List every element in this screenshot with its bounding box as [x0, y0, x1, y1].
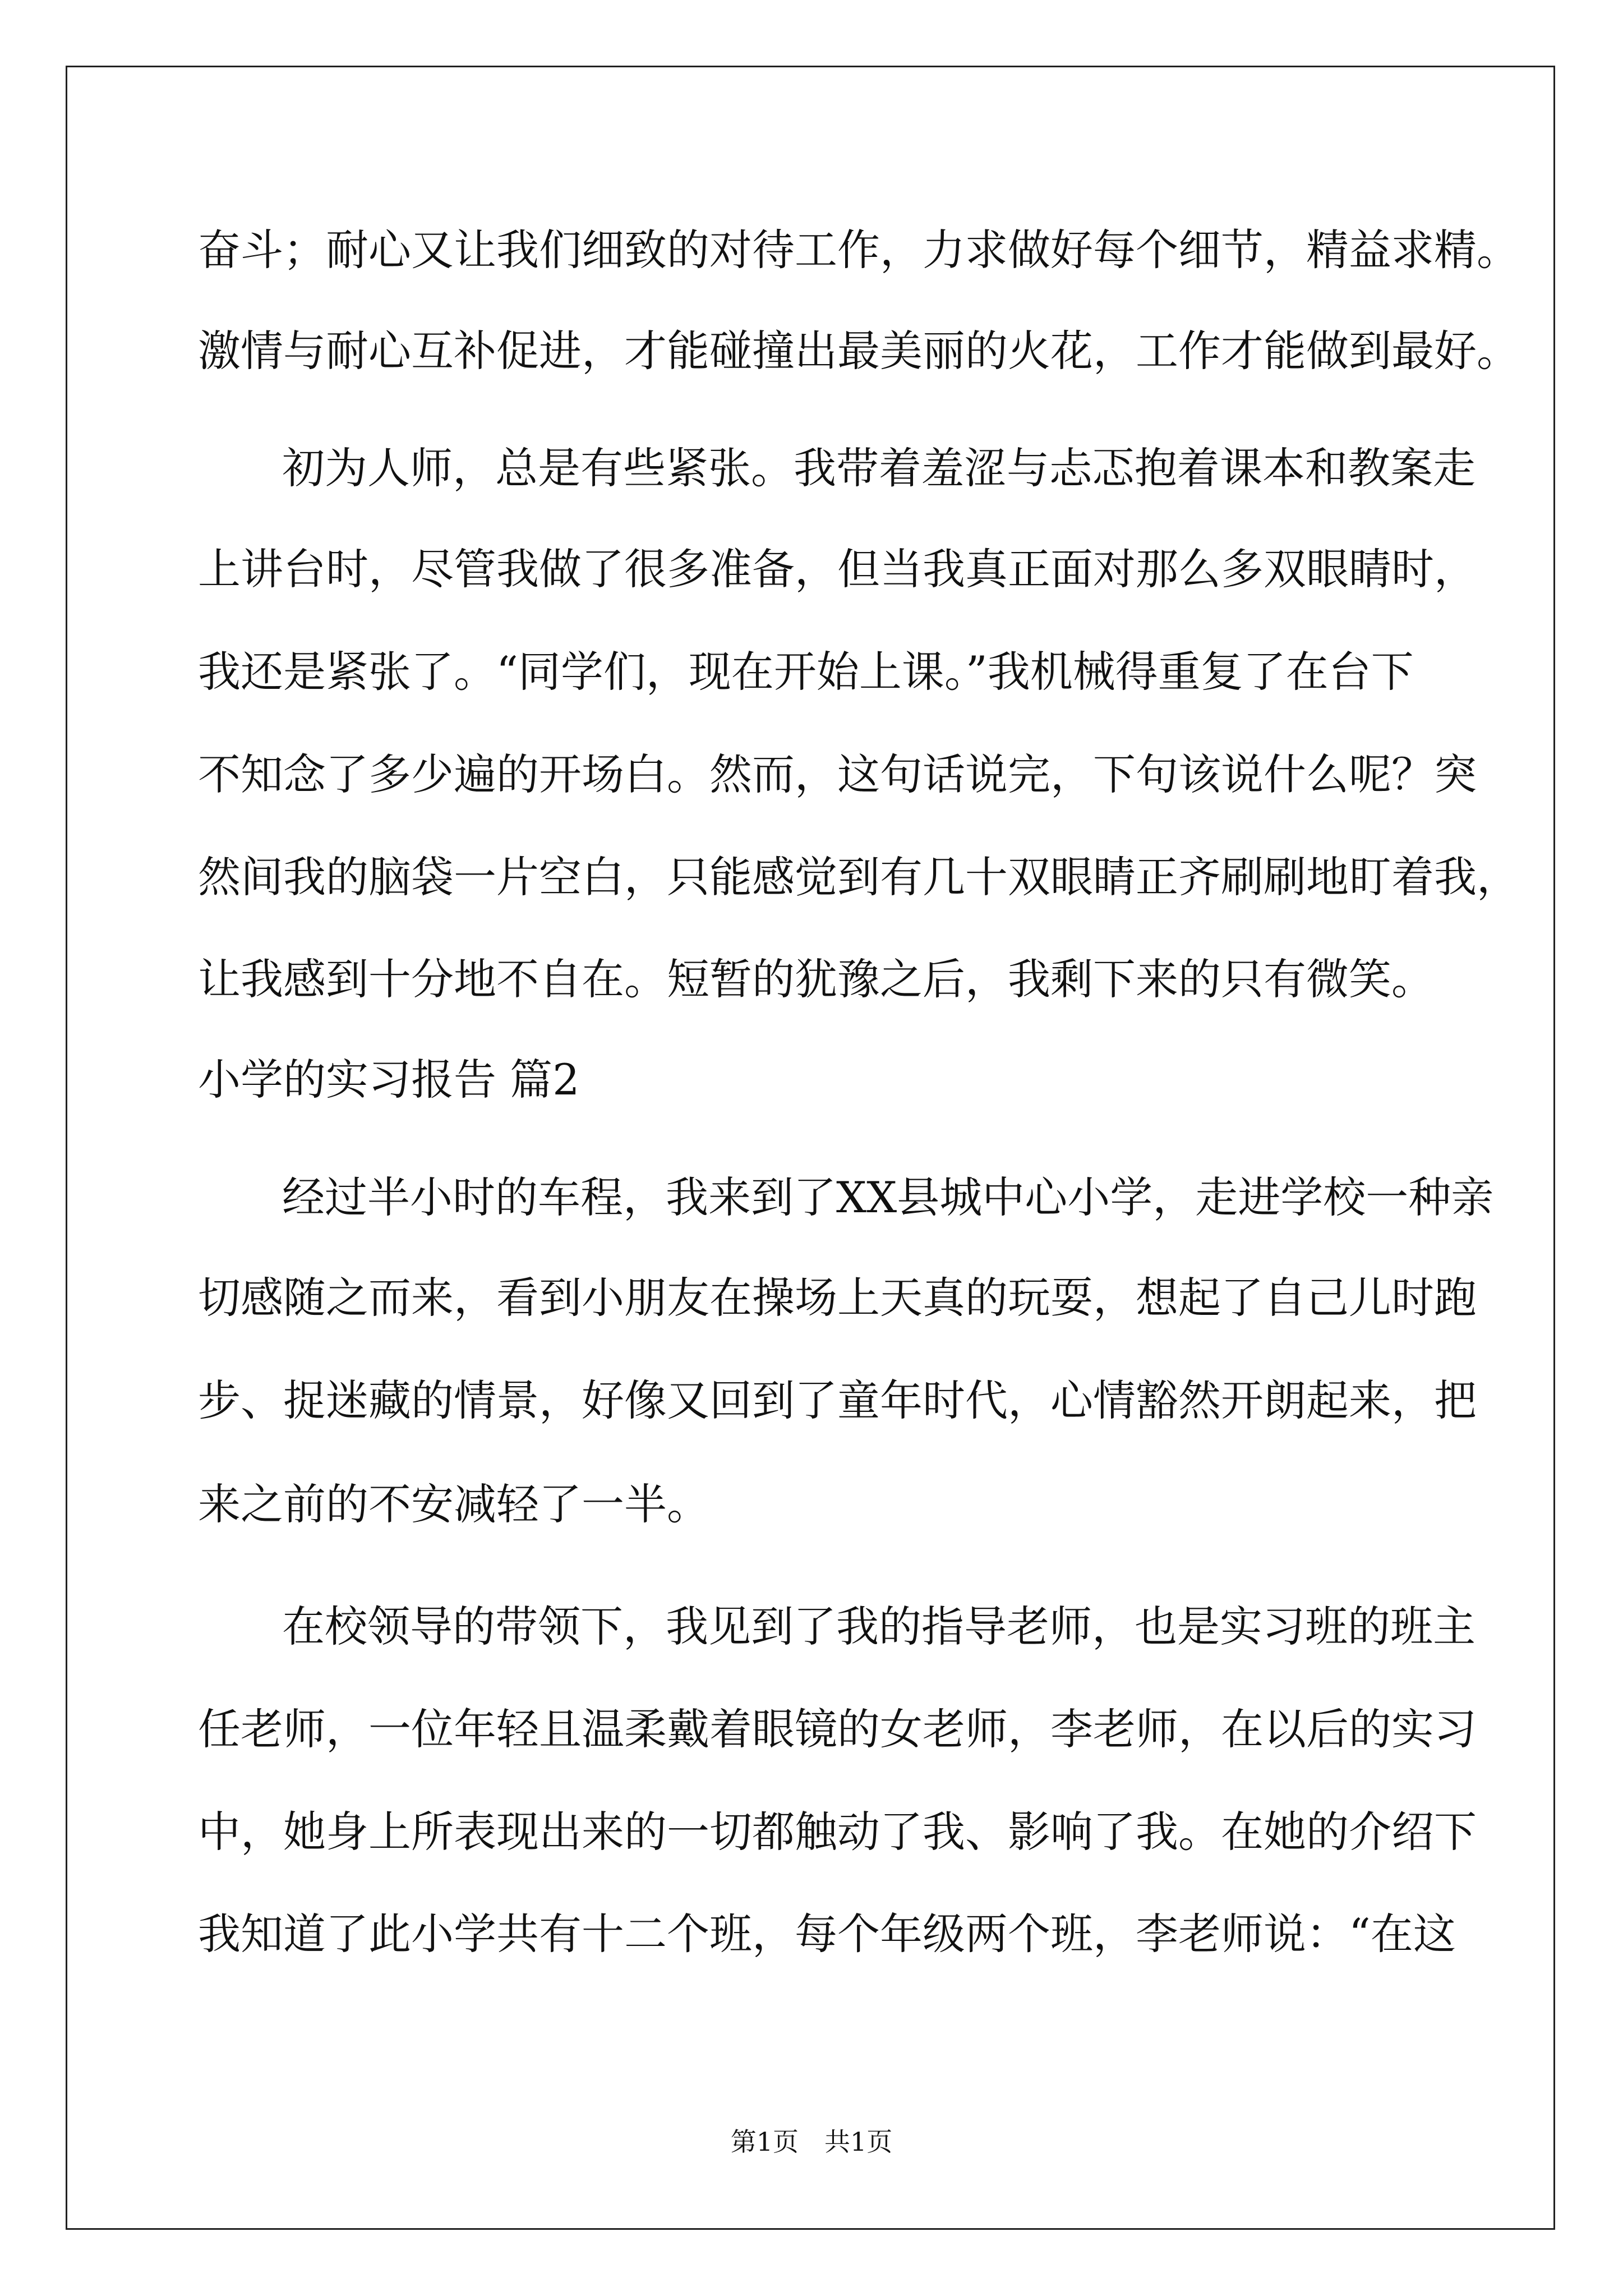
text-line: 上讲台时，尽管我做了很多准备，但当我真正面对那么多双眼睛时，: [198, 544, 1477, 594]
text-line: 激情与耐心互补促进，才能碰撞出最美丽的火花，工作才能做到最好。: [198, 326, 1519, 376]
paragraph-start-line: 经过半小时的车程，我来到了XX县城中心小学，走进学校一种亲: [282, 1172, 1494, 1222]
text-line: 不知念了多少遍的开场白。然而，这句话说完，下句该说什么呢？突: [198, 749, 1477, 799]
text-line: 我知道了此小学共有十二个班，每个年级两个班，李老师说：“在这: [198, 1909, 1456, 1959]
page-border: [66, 66, 1555, 2230]
text-line: 步、捉迷藏的情景，好像又回到了童年时代，心情豁然开朗起来，把: [198, 1375, 1477, 1425]
text-line: 来之前的不安减轻了一半。: [198, 1479, 709, 1529]
text-line: 我还是紧张了。“同学们，现在开始上课。”我机械得重复了在台下: [198, 647, 1414, 697]
text-line: 切感随之而来，看到小朋友在操场上天真的玩耍，想起了自己儿时跑: [198, 1273, 1477, 1323]
paragraph-start-line: 初为人师，总是有些紧张。我带着羞涩与忐忑抱着课本和教案走: [282, 443, 1476, 493]
text-line: 中，她身上所表现出来的一切都触动了我、影响了我。在她的介绍下: [198, 1807, 1477, 1857]
text-line: 奋斗；耐心又让我们细致的对待工作，力求做好每个细节，精益求精。: [198, 225, 1519, 275]
text-line: 让我感到十分地不自在。短暂的犹豫之后，我剩下来的只有微笑。: [198, 954, 1434, 1004]
paragraph-start-line: 在校领导的带领下，我见到了我的指导老师，也是实习班的班主: [282, 1602, 1476, 1651]
text-line: 任老师，一位年轻且温柔戴着眼镜的女老师，李老师，在以后的实习: [198, 1704, 1477, 1754]
page-footer: 第1页 共1页: [730, 2127, 893, 2157]
section-heading: 小学的实习报告 篇2: [198, 1055, 580, 1105]
text-line: 然间我的脑袋一片空白，只能感觉到有几十双眼睛正齐刷刷地盯着我，: [198, 852, 1519, 902]
